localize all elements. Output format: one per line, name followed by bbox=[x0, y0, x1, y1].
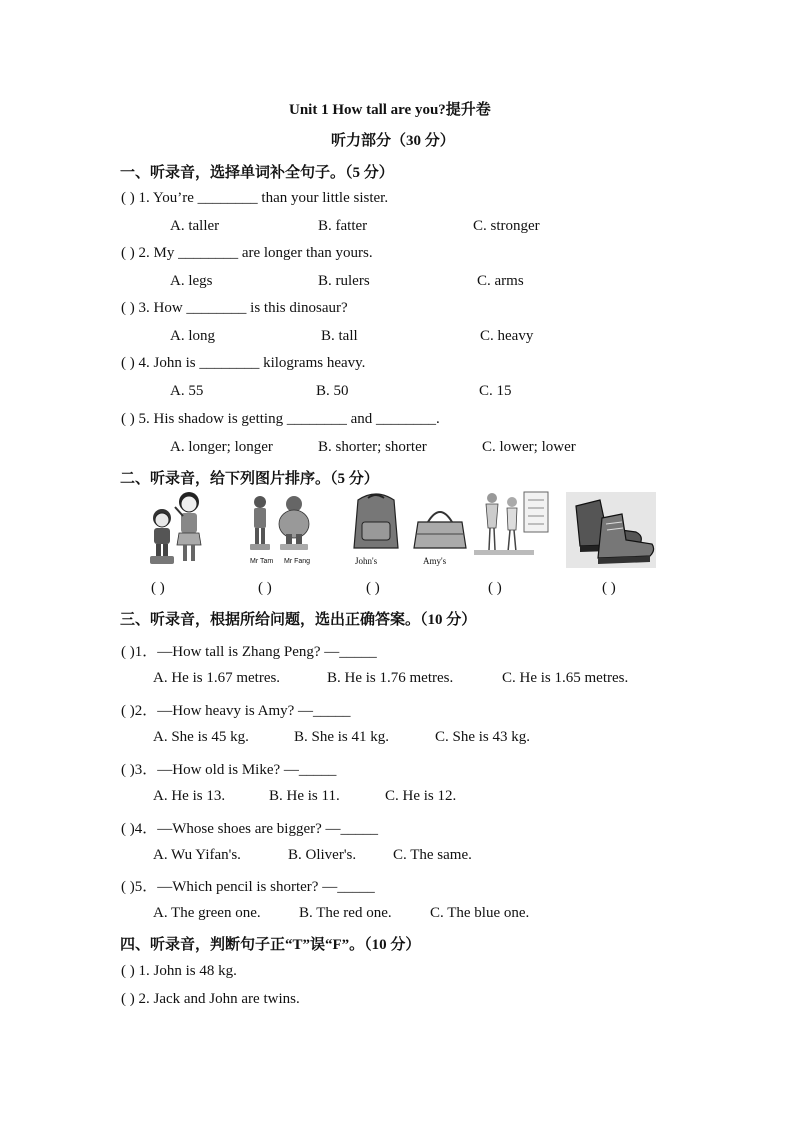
s1-q2-option-b: B. rulers bbox=[318, 273, 370, 289]
s3-q2-option-b: B. She is 41 kg. bbox=[294, 729, 390, 745]
s1-q3-option-b: B. tall bbox=[321, 328, 358, 344]
s3-q3-option-b: B. He is 11. bbox=[269, 788, 340, 804]
pic2-label-left: Mr Tam bbox=[250, 558, 274, 565]
s3-q2-option-a: A. She is 45 kg. bbox=[153, 729, 249, 745]
s3-q4-option-b: B. Oliver's. bbox=[288, 847, 357, 863]
pic2-order-blank[interactable]: ( ) bbox=[258, 580, 272, 596]
s1-q2-option-a: A. legs bbox=[170, 273, 213, 289]
s3-q4-option-c: C. The same. bbox=[393, 847, 472, 863]
section4-heading: 四、听录音，判断句子正“T”误“F”。（10 分） bbox=[120, 937, 421, 953]
s4-q1: ( ) 1. John is 48 kg. bbox=[121, 963, 237, 979]
s3-q3-option-c: C. He is 12. bbox=[385, 788, 457, 804]
s3-q5-stem: ( )5．—Which pencil is shorter? —_____ bbox=[121, 879, 375, 895]
people-height-chart-icon bbox=[472, 488, 554, 560]
s3-q1-option-c: C. He is 1.65 metres. bbox=[502, 670, 629, 686]
page-subtitle: 听力部分（30 分） bbox=[331, 133, 455, 149]
s3-q5-option-c: C. The blue one. bbox=[430, 905, 530, 921]
section2-heading: 二、听录音，给下列图片排序。（5 分） bbox=[120, 471, 379, 487]
s3-q1-option-a: A. He is 1.67 metres. bbox=[153, 670, 281, 686]
pic4-order-blank[interactable]: ( ) bbox=[488, 580, 502, 596]
s3-q5-option-a: A. The green one. bbox=[153, 905, 261, 921]
s1-q1-option-c: C. stronger bbox=[473, 218, 540, 234]
s1-q4-option-c: C. 15 bbox=[479, 383, 512, 399]
s1-q1-option-a: A. taller bbox=[170, 218, 220, 234]
s3-q1-option-b: B. He is 1.76 metres. bbox=[327, 670, 454, 686]
s1-q5-stem: ( ) 5. His shadow is getting ________ and ________. bbox=[121, 411, 440, 427]
s1-q4-option-a: A. 55 bbox=[170, 383, 204, 399]
s1-q5-option-c: C. lower; lower bbox=[482, 439, 576, 455]
pic2-label-right: Mr Fang bbox=[284, 558, 311, 565]
s3-q2-option-c: C. She is 43 kg. bbox=[435, 729, 531, 745]
s1-q4-option-b: B. 50 bbox=[316, 383, 349, 399]
s1-q5-option-b: B. shorter; shorter bbox=[318, 439, 427, 455]
s1-q2-option-c: C. arms bbox=[477, 273, 524, 289]
two-men-on-scales-icon bbox=[244, 494, 314, 556]
s3-q5-option-b: B. The red one. bbox=[299, 905, 392, 921]
children-measuring-icon bbox=[145, 490, 209, 570]
s1-q2-stem: ( ) 2. My ________ are longer than yours. bbox=[121, 245, 373, 261]
s1-q3-stem: ( ) 3. How ________ is this dinosaur? bbox=[121, 300, 348, 316]
s3-q4-option-a: A. Wu Yifan's. bbox=[153, 847, 241, 863]
pic1-order-blank[interactable]: ( ) bbox=[151, 580, 165, 596]
s3-q2-stem: ( )2．—How heavy is Amy? —_____ bbox=[121, 703, 351, 719]
s3-q3-option-a: A. He is 13. bbox=[153, 788, 226, 804]
section1-heading: 一、听录音，选择单词补全句子。（5 分） bbox=[120, 165, 394, 181]
pic5-order-blank[interactable]: ( ) bbox=[602, 580, 616, 596]
s1-q1-stem: ( ) 1. You’re ________ than your little sister. bbox=[121, 190, 389, 206]
s1-q3-option-a: A. long bbox=[170, 328, 215, 344]
two-bags-icon bbox=[346, 492, 470, 554]
s3-q4-stem: ( )4．—Whose shoes are bigger? —_____ bbox=[121, 821, 379, 837]
pair-of-boots-icon bbox=[566, 492, 656, 568]
s3-q3-stem: ( )3．—How old is Mike? —_____ bbox=[121, 762, 337, 778]
s1-q3-option-c: C. heavy bbox=[480, 328, 534, 344]
page-title: Unit 1 How tall are you?提升卷 bbox=[289, 102, 491, 118]
s1-q1-option-b: B. fatter bbox=[318, 218, 368, 234]
pic3-label-left: John's bbox=[355, 556, 378, 566]
s1-q4-stem: ( ) 4. John is ________ kilograms heavy. bbox=[121, 355, 366, 371]
section3-heading: 三、听录音，根据所给问题，选出正确答案。（10 分） bbox=[120, 612, 477, 628]
s4-q2: ( ) 2. Jack and John are twins. bbox=[121, 991, 300, 1007]
pic3-label-right: Amy's bbox=[423, 556, 447, 566]
s3-q1-stem: ( )1．—How tall is Zhang Peng? —_____ bbox=[121, 644, 377, 660]
s1-q5-option-a: A. longer; longer bbox=[170, 439, 273, 455]
pic3-order-blank[interactable]: ( ) bbox=[366, 580, 380, 596]
